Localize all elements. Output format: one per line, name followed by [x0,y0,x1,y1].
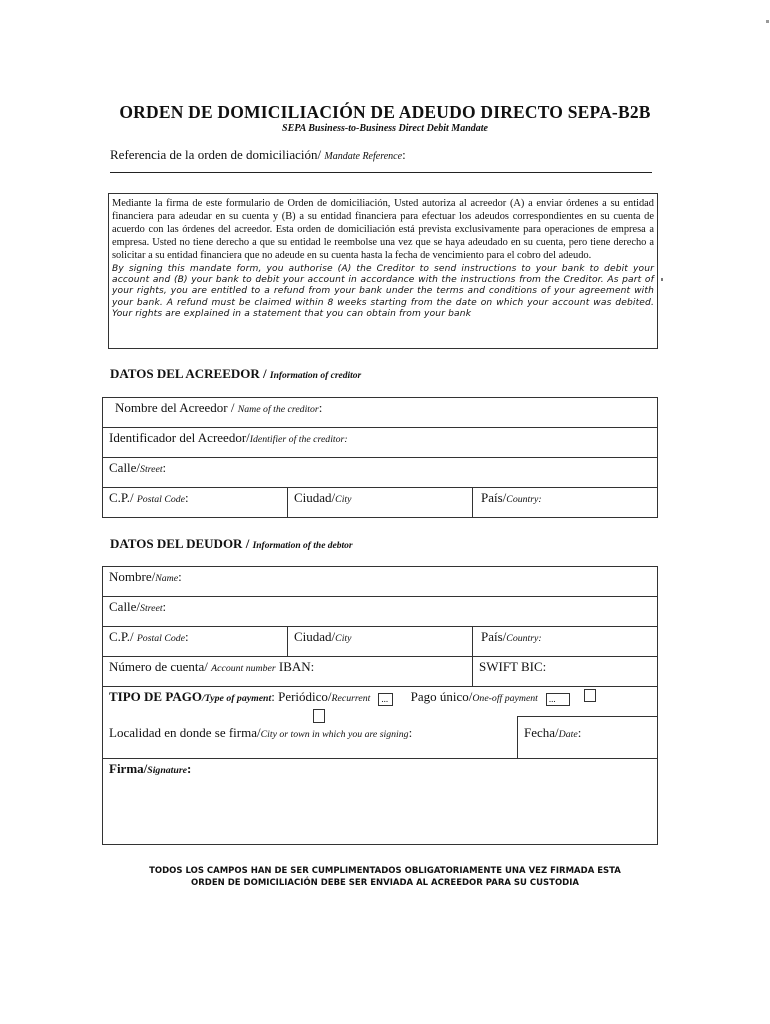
debtor-account-iban-field[interactable] [103,657,473,687]
page-subtitle: SEPA Business-to-Business Direct Debit Mandate [282,123,488,134]
intro-text-spanish: Mediante la firma de este formulario de Orden de domiciliación, Usted autoriza al acreedor (A) a enviar órdenes a su entidad financiera para adeudar en su cuenta y (B) a su entidad financiera para efectuar los adeudos correspondientes en su cuenta de acuerdo con las órdenes del acreedor. Esta orden de domiciliación está prevista exclusivamente para operaciones de empresa a empresa. Usted no tiene derecho a que su entidad le reembolse una vez que se haya adeudado en su cuenta, pero tiene derecho a solicitar a su entidad financiera que no adeude en su cuenta hasta la fecha de vencimiento para el cobro del adeudo. [112,198,654,261]
scan-artifact [766,20,769,23]
debtor-postal-code-field[interactable]: C.P./ Postal Code: [103,627,288,657]
debtor-name-label-es: Nombre/ [109,569,156,584]
debtor-name-field[interactable]: Nombre/Name: [103,567,658,597]
debtor-account-label-es: Número de cuenta/ [109,659,212,674]
signing-location-field[interactable]: Localidad en donde se firma/City or town in which you are signing: [103,717,518,759]
debtor-street-field[interactable]: Calle/Street: [103,597,658,627]
creditor-section-title-en: Information of creditor [269,371,362,381]
debtor-city-field[interactable] [288,627,473,657]
oneoff-label-en: One-off payment [472,693,538,704]
debtor-country-label-en: Country: [506,633,542,644]
debtor-account-label-en: Account number [211,663,276,674]
creditor-country-label-es: País/ [481,490,507,505]
payment-type-label-en: /Type of payment [201,693,272,704]
extra-checkbox[interactable] [584,689,596,702]
creditor-section-title [110,366,361,382]
creditor-identifier-label-en: Identifier of the creditor: [249,434,348,445]
creditor-identifier-field[interactable] [103,428,658,458]
debtor-postal-label-es: C.P./ [109,629,137,644]
debtor-section-title [110,536,353,552]
creditor-street-label-es: Calle/ [109,460,141,475]
mandate-reference-field[interactable] [110,172,652,173]
mandate-reference-label [110,147,406,163]
page-title: ORDEN DE DOMICILIACIÓN DE ADEUDO DIRECTO SEPA-B2B [119,102,651,122]
mandate-reference-colon: : [402,147,406,162]
creditor-table [102,397,658,518]
debtor-street-label-en: Street [140,603,163,614]
debtor-swift-field[interactable] [473,657,658,687]
mandate-reference-label-es: Referencia de la orden de domiciliación/ [110,147,322,162]
mandate-reference-label-en: Mandate Reference [324,151,403,162]
debtor-section-title-es: DATOS DEL DEUDOR / [110,536,253,551]
recurrent-label-en: Recurrent [331,693,371,704]
creditor-country-label-en: Country: [506,494,542,505]
creditor-postal-label-es: C.P./ [109,490,137,505]
debtor-city-label-es: Ciudad/ [294,629,336,644]
debtor-country-label-es: País/ [481,629,507,644]
payment-type-checkbox-secondary[interactable] [313,709,325,723]
creditor-street-field[interactable]: Calle/Street: [103,458,658,488]
creditor-country-field[interactable] [473,488,658,518]
debtor-city-label-en: City [335,633,352,644]
debtor-country-field[interactable] [473,627,658,657]
oneoff-label-es: Pago único/ [410,689,473,704]
creditor-name-field[interactable]: Nombre del Acreedor / Name of the creditor: [103,398,658,428]
footer-line-2: ORDEN DE DOMICILIACIÓN DEBE SER ENVIADA AL ACREEDOR PARA SU CUSTODIA [191,878,579,888]
creditor-city-label-es: Ciudad/ [294,490,336,505]
footer-line-1: TODOS LOS CAMPOS HAN DE SER CUMPLIMENTADOS OBLIGATORIAMENTE UNA VEZ FIRMADA ESTA [149,866,621,876]
debtor-name-label-en: Name [155,573,179,584]
debtor-postal-label-en: Postal Code [136,633,185,644]
signature-field[interactable]: Firma/Signature: [103,759,658,845]
signing-date-label-es: Fecha/ [524,725,559,740]
signing-location-label-en: City or town in which you are signing [260,728,409,740]
signature-label-en: Signature [147,765,188,776]
signing-date-label-en: Date [558,729,578,740]
scan-artifact-mark [661,278,663,281]
creditor-postal-code-field[interactable]: C.P./ Postal Code: [103,488,288,518]
signing-date-field[interactable]: Fecha/Date: [518,717,658,759]
debtor-section-title-en: Information of the debtor [252,541,353,551]
recurrent-label-es: : Periódico/ [271,689,332,704]
creditor-city-label-en: City [335,494,352,505]
creditor-section-title-es: DATOS DEL ACREEDOR / [110,366,270,381]
creditor-name-label-es: Nombre del Acreedor / [115,400,238,415]
oneoff-checkbox[interactable]: ... [546,693,570,706]
payment-type-row [103,687,658,717]
mandatory-fields-notice [0,865,770,889]
debtor-iban-label: IBAN: [275,659,315,674]
debtor-street-label-es: Calle/ [109,599,141,614]
payment-type-label-es: TIPO DE PAGO [109,689,202,704]
intro-text-english: By signing this mandate form, you authorise (A) the Creditor to send instructions to your bank to debit your account and (B) your bank to debit your account in accordance with the instructions from the Creditor. As part of your rights, you are entitled to a refund from your bank under the terms and conditions of your agreement with your bank. A refund must be claimed within 8 weeks starting from the date on which your account was debited. Your rights are explained in a statement that you can obtain from your bank [112,263,654,320]
creditor-identifier-label-es: Identificador del Acreedor/ [109,430,250,445]
signature-label-es: Firma/ [109,761,148,776]
creditor-name-label-en: Name of the creditor [237,404,319,415]
creditor-city-field[interactable] [288,488,473,518]
recurrent-checkbox[interactable]: ... [378,693,393,706]
creditor-postal-label-en: Postal Code [136,494,185,505]
mandate-intro-box [108,193,658,349]
creditor-street-label-en: Street [140,464,163,475]
debtor-table [102,566,658,845]
debtor-swift-label: SWIFT BIC: [479,659,547,674]
signing-location-label-es: Localidad en donde se firma/ [109,724,261,740]
